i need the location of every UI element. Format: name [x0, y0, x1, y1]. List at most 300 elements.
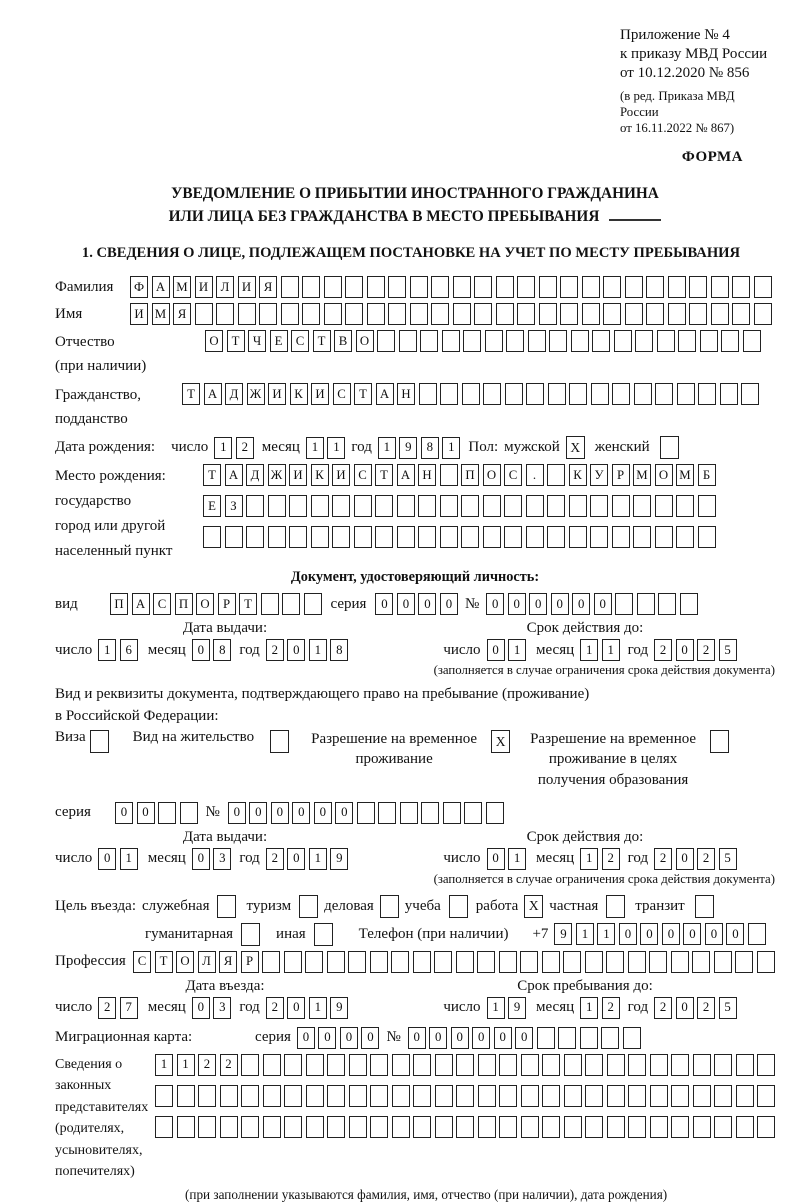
form-title: [55, 182, 775, 229]
month-label: месяц: [536, 999, 575, 1016]
birth-place-line1: [203, 464, 716, 486]
char-cell: [606, 951, 624, 973]
char-cell: [671, 951, 689, 973]
char-cell: 9: [508, 997, 526, 1019]
char-cell: [582, 276, 600, 298]
char-cell: [680, 593, 698, 615]
char-cell: М: [676, 464, 694, 486]
char-cell: 1: [487, 997, 505, 1019]
stay-until-label: Срок пребывания до:: [517, 977, 653, 994]
char-cell: Т: [227, 330, 245, 352]
char-cell: [741, 383, 759, 405]
char-cell: [464, 802, 482, 824]
char-cell: X: [491, 730, 510, 753]
representatives-label: [55, 1054, 155, 1183]
char-cell: 1: [309, 639, 327, 661]
phone-prefix: +7: [532, 925, 549, 942]
char-cell: А: [132, 593, 150, 615]
char-cell: [542, 1085, 560, 1107]
year-label: год: [239, 641, 260, 658]
year-label: год: [239, 850, 260, 867]
entry-month: [192, 997, 232, 1019]
char-cell: [327, 951, 345, 973]
char-cell: [650, 1054, 668, 1076]
valid-until-label: Срок действия до:: [526, 620, 644, 637]
migration-series-label: серия: [255, 1029, 291, 1046]
residence-issue-year: [266, 848, 349, 870]
char-cell: [590, 526, 608, 548]
char-cell: 1: [442, 437, 460, 459]
residence-doc-dates-headings: [55, 829, 775, 846]
char-cell: [400, 802, 418, 824]
char-cell: [668, 303, 686, 325]
char-cell: [198, 1116, 216, 1138]
char-cell: [388, 276, 406, 298]
char-cell: [657, 330, 675, 352]
char-cell: С: [291, 330, 309, 352]
char-cell: [757, 1116, 775, 1138]
char-cell: [549, 330, 567, 352]
char-cell: 2: [98, 997, 116, 1019]
char-cell: 0: [429, 1027, 447, 1049]
char-cell: [456, 951, 474, 973]
name-label: Имя: [55, 305, 83, 322]
char-cell: [698, 383, 716, 405]
day-label: число: [55, 999, 93, 1016]
purpose-humanitarian-label: гуманитарная: [145, 925, 234, 942]
char-cell: [537, 1027, 555, 1049]
char-cell: [693, 1085, 711, 1107]
char-cell: [633, 526, 651, 548]
char-cell: [305, 951, 323, 973]
identity-doc-number-label: №: [464, 595, 480, 612]
entry-day: [98, 997, 138, 1019]
char-cell: [517, 276, 535, 298]
char-cell: О: [196, 593, 214, 615]
month-label: месяц: [536, 850, 575, 867]
profession-row: [55, 951, 775, 973]
char-cell: [177, 1085, 195, 1107]
identity-doc-series-cells: [375, 593, 458, 615]
char-cell: [564, 1054, 582, 1076]
char-cell: [348, 951, 366, 973]
char-cell: Н: [418, 464, 436, 486]
identity-doc-type-cells: [110, 593, 322, 615]
char-cell: [700, 330, 718, 352]
char-cell: О: [655, 464, 673, 486]
char-cell: [410, 276, 428, 298]
form-title-line-1: УВЕДОМЛЕНИЕ О ПРИБЫТИИ ИНОСТРАННОГО ГРАЖДАНИНА: [171, 184, 659, 202]
char-cell: [671, 1116, 689, 1138]
char-cell: 0: [98, 848, 116, 870]
identity-valid-month: [580, 639, 620, 661]
surname-row: [55, 276, 775, 298]
char-cell: [660, 436, 679, 459]
char-cell: 0: [335, 802, 353, 824]
representatives-label-line1: Сведения о: [55, 1056, 123, 1072]
char-cell: [453, 303, 471, 325]
char-cell: 0: [676, 848, 694, 870]
char-cell: И: [311, 383, 329, 405]
char-cell: 1: [580, 639, 598, 661]
char-cell: [474, 303, 492, 325]
char-cell: Н: [397, 383, 415, 405]
char-cell: 0: [487, 848, 505, 870]
char-cell: [614, 330, 632, 352]
char-cell: [585, 1116, 603, 1138]
phone-cells: [554, 923, 766, 945]
residence-valid-year: [654, 848, 737, 870]
char-cell: [410, 303, 428, 325]
char-cell: 9: [330, 997, 348, 1019]
identity-issue-year: [266, 639, 349, 661]
char-cell: Р: [612, 464, 630, 486]
appendix-line-2: к приказу МВД России: [620, 46, 768, 63]
char-cell: 8: [213, 639, 231, 661]
birth-place-row: [55, 464, 775, 564]
char-cell: [571, 330, 589, 352]
char-cell: [757, 1054, 775, 1076]
char-cell: [281, 303, 299, 325]
char-cell: [311, 495, 329, 517]
char-cell: [435, 1054, 453, 1076]
char-cell: П: [461, 464, 479, 486]
char-cell: [284, 1054, 302, 1076]
char-cell: Е: [270, 330, 288, 352]
purpose-tourism-checkbox: [299, 895, 318, 918]
char-cell: [367, 303, 385, 325]
char-cell: [198, 1085, 216, 1107]
char-cell: А: [397, 464, 415, 486]
char-cell: 0: [249, 802, 267, 824]
char-cell: 1: [309, 848, 327, 870]
char-cell: 5: [719, 639, 737, 661]
char-cell: 0: [486, 593, 504, 615]
char-cell: [375, 495, 393, 517]
identity-doc-number-cells: [486, 593, 698, 615]
char-cell: О: [205, 330, 223, 352]
residence-number-label: №: [205, 804, 220, 821]
char-cell: [327, 1054, 345, 1076]
char-cell: 0: [515, 1027, 533, 1049]
char-cell: [397, 526, 415, 548]
entry-dates: [55, 997, 775, 1019]
month-label: месяц: [147, 641, 186, 658]
residence-valid-month: [580, 848, 620, 870]
char-cell: 2: [697, 848, 715, 870]
purpose-other-checkbox: [314, 923, 333, 946]
char-cell: [676, 526, 694, 548]
char-cell: [628, 951, 646, 973]
char-cell: [392, 1116, 410, 1138]
char-cell: [263, 1085, 281, 1107]
char-cell: [354, 495, 372, 517]
char-cell: [542, 1054, 560, 1076]
char-cell: [592, 330, 610, 352]
char-cell: 0: [361, 1027, 379, 1049]
char-cell: 1: [155, 1054, 173, 1076]
char-cell: [585, 951, 603, 973]
char-cell: [580, 1027, 598, 1049]
patronymic-label-line2: (при наличии): [55, 358, 147, 375]
char-cell: [270, 730, 289, 753]
char-cell: [261, 593, 279, 615]
char-cell: [435, 1116, 453, 1138]
identity-valid-group: [443, 639, 736, 661]
identity-doc-dates: [55, 639, 775, 661]
char-cell: [711, 276, 729, 298]
char-cell: 0: [408, 1027, 426, 1049]
birth-place-label-line3: город или другой: [55, 518, 166, 535]
char-cell: [155, 1085, 173, 1107]
issue-date-label: Дата выдачи:: [182, 620, 268, 637]
char-cell: [461, 495, 479, 517]
validity-note: (заполняется в случае ограничения срока действия документа): [433, 871, 775, 886]
char-cell: 5: [719, 997, 737, 1019]
citizenship-label-line1: Гражданство,: [55, 387, 142, 404]
title-blank-line: [609, 205, 661, 221]
char-cell: [483, 495, 501, 517]
char-cell: [585, 1054, 603, 1076]
char-cell: 0: [287, 639, 305, 661]
char-cell: С: [153, 593, 171, 615]
char-cell: Т: [375, 464, 393, 486]
purpose-business-label: деловая: [324, 897, 374, 914]
char-cell: [692, 951, 710, 973]
char-cell: 1: [602, 639, 620, 661]
char-cell: 2: [236, 437, 254, 459]
char-cell: 0: [572, 593, 590, 615]
char-cell: [628, 1116, 646, 1138]
purpose-other-label: иная: [276, 925, 306, 942]
char-cell: 2: [198, 1054, 216, 1076]
entry-dates-headings: [55, 978, 775, 995]
char-cell: [413, 1116, 431, 1138]
char-cell: М: [173, 276, 191, 298]
char-cell: 3: [213, 848, 231, 870]
purpose-label: Цель въезда:: [55, 897, 136, 914]
residence-number-cells: [228, 802, 504, 824]
sex-male-label: мужской: [504, 439, 560, 456]
char-cell: [449, 895, 468, 918]
purpose-official-checkbox: [217, 895, 236, 918]
appendix-block: [620, 26, 775, 137]
char-cell: 0: [287, 997, 305, 1019]
char-cell: [757, 1085, 775, 1107]
char-cell: [420, 330, 438, 352]
char-cell: [443, 802, 461, 824]
char-cell: [732, 303, 750, 325]
char-cell: В: [334, 330, 352, 352]
month-label: месяц: [536, 641, 575, 658]
char-cell: [345, 303, 363, 325]
day-label: число: [171, 439, 209, 456]
char-cell: 0: [726, 923, 744, 945]
char-cell: [241, 1054, 259, 1076]
char-cell: [263, 1054, 281, 1076]
char-cell: [220, 1085, 238, 1107]
char-cell: [281, 276, 299, 298]
char-cell: [623, 1027, 641, 1049]
char-cell: 2: [697, 997, 715, 1019]
char-cell: [397, 495, 415, 517]
char-cell: Ф: [130, 276, 148, 298]
char-cell: 5: [719, 848, 737, 870]
profession-label: Профессия: [55, 953, 126, 970]
char-cell: [607, 1085, 625, 1107]
form-title-line-2-text: ИЛИ ЛИЦА БЕЗ ГРАЖДАНСТВА В МЕСТО ПРЕБЫВАНИЯ: [168, 208, 600, 226]
char-cell: [517, 303, 535, 325]
char-cell: [282, 593, 300, 615]
char-cell: 2: [266, 639, 284, 661]
residence-valid-group: [443, 848, 736, 870]
char-cell: 0: [192, 639, 210, 661]
residence-issue-month: [192, 848, 232, 870]
char-cell: [521, 1054, 539, 1076]
char-cell: 0: [397, 593, 415, 615]
char-cell: [671, 1085, 689, 1107]
char-cell: [547, 495, 565, 517]
char-cell: [547, 464, 565, 486]
char-cell: У: [590, 464, 608, 486]
char-cell: 1: [580, 848, 598, 870]
char-cell: 1: [120, 848, 138, 870]
char-cell: [391, 951, 409, 973]
char-cell: А: [152, 276, 170, 298]
char-cell: [461, 526, 479, 548]
char-cell: 0: [137, 802, 155, 824]
char-cell: 0: [292, 802, 310, 824]
edu-permit-label: [530, 729, 696, 790]
char-cell: [378, 802, 396, 824]
validity-note: (заполняется в случае ограничения срока действия документа): [433, 663, 775, 678]
residence-series-label: серия: [55, 804, 91, 821]
char-cell: И: [195, 276, 213, 298]
char-cell: [435, 1085, 453, 1107]
char-cell: [327, 1085, 345, 1107]
char-cell: [357, 802, 375, 824]
char-cell: Д: [246, 464, 264, 486]
section1-heading: 1. СВЕДЕНИЯ О ЛИЦЕ, ПОДЛЕЖАЩЕМ ПОСТАНОВКЕ НА УЧЕТ ПО МЕСТУ ПРЕБЫВАНИЯ: [81, 245, 741, 262]
char-cell: [689, 303, 707, 325]
char-cell: [615, 593, 633, 615]
char-cell: 0: [418, 593, 436, 615]
purpose-work-checkbox: [524, 895, 543, 918]
char-cell: 1: [508, 639, 526, 661]
char-cell: [370, 951, 388, 973]
char-cell: [456, 1054, 474, 1076]
char-cell: 0: [508, 593, 526, 615]
char-cell: Ж: [268, 464, 286, 486]
char-cell: [655, 383, 673, 405]
char-cell: [302, 303, 320, 325]
char-cell: Ж: [247, 383, 265, 405]
residence-doc-heading-2: в Российской Федерации:: [55, 708, 219, 725]
char-cell: [650, 1085, 668, 1107]
char-cell: [478, 1054, 496, 1076]
char-cell: [463, 330, 481, 352]
char-cell: [649, 951, 667, 973]
char-cell: [349, 1054, 367, 1076]
char-cell: [689, 276, 707, 298]
citizenship-cells: [182, 383, 759, 405]
char-cell: 1: [309, 997, 327, 1019]
char-cell: [625, 303, 643, 325]
form-label: ФОРМА: [681, 148, 743, 165]
migration-card-row: [55, 1027, 775, 1049]
temp-permit-label: [311, 729, 477, 770]
char-cell: 0: [375, 593, 393, 615]
birth-place-grid: [203, 464, 775, 553]
char-cell: 0: [529, 593, 547, 615]
char-cell: 0: [494, 1027, 512, 1049]
patronymic-label-line1: Отчество: [55, 334, 115, 351]
char-cell: А: [204, 383, 222, 405]
year-label: год: [627, 850, 649, 867]
char-cell: 2: [266, 997, 284, 1019]
char-cell: 0: [551, 593, 569, 615]
char-cell: [419, 383, 437, 405]
char-cell: [345, 276, 363, 298]
temp-permit-checkbox: [491, 730, 510, 753]
char-cell: [637, 593, 655, 615]
purpose-business-checkbox: [380, 895, 399, 918]
char-cell: 2: [220, 1054, 238, 1076]
char-cell: [714, 1116, 732, 1138]
char-cell: [155, 1116, 173, 1138]
char-cell: [299, 895, 318, 918]
char-cell: 0: [640, 923, 658, 945]
char-cell: 1: [306, 437, 324, 459]
patronymic-cells: [205, 330, 761, 352]
char-cell: [413, 951, 431, 973]
representatives-line3: [155, 1116, 775, 1138]
char-cell: П: [110, 593, 128, 615]
char-cell: [440, 464, 458, 486]
char-cell: [693, 1116, 711, 1138]
purpose-private-checkbox: [606, 895, 625, 918]
temp-permit-label-line2: проживание: [355, 751, 433, 768]
char-cell: 0: [487, 639, 505, 661]
char-cell: [263, 1116, 281, 1138]
year-label: год: [351, 439, 372, 456]
char-cell: [268, 526, 286, 548]
identity-issue-month: [192, 639, 232, 661]
char-cell: [241, 923, 260, 946]
char-cell: [268, 495, 286, 517]
birth-place-label-line1: Место рождения:: [55, 468, 166, 485]
char-cell: И: [238, 276, 256, 298]
char-cell: [388, 303, 406, 325]
char-cell: [748, 923, 766, 945]
char-cell: [392, 1054, 410, 1076]
char-cell: 0: [683, 923, 701, 945]
char-cell: Б: [698, 464, 716, 486]
char-cell: [499, 1085, 517, 1107]
purpose-transit-label: транзит: [635, 897, 685, 914]
char-cell: [521, 1085, 539, 1107]
char-cell: [241, 1116, 259, 1138]
char-cell: Ч: [248, 330, 266, 352]
purpose-transit-checkbox: [695, 895, 714, 918]
char-cell: [324, 303, 342, 325]
stay-until-group: [443, 997, 736, 1019]
char-cell: [216, 303, 234, 325]
char-cell: [354, 526, 372, 548]
char-cell: [289, 495, 307, 517]
char-cell: 1: [597, 923, 615, 945]
residence-doc-series-row: [55, 802, 775, 824]
